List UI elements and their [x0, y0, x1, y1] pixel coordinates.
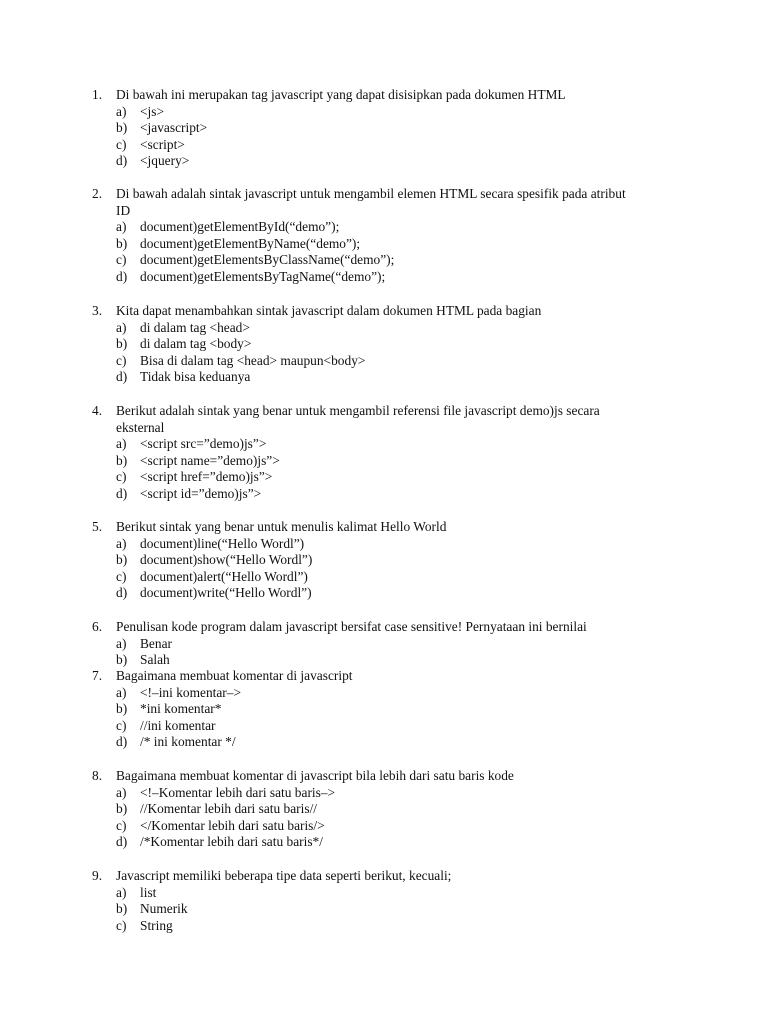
option-text: <jquery>: [140, 153, 190, 169]
option-text: <js>: [140, 103, 165, 119]
option-text: document)getElementsByTagName(“demo”);: [140, 269, 386, 284]
option-text: document)show(“Hello Wordl”): [140, 552, 313, 568]
question-number: 5.: [92, 519, 103, 534]
option-text: document)alert(“Hello Wordl”): [140, 568, 308, 584]
option-text: di dalam tag <head>: [140, 319, 250, 335]
question-number: 9.: [92, 868, 103, 883]
question-number: 2.: [92, 186, 103, 201]
option-label: b): [116, 901, 128, 917]
option-text: Salah: [140, 652, 170, 668]
option-label: d): [116, 834, 128, 850]
question-text: Javascript memiliki beberapa tipe data seperti berikut, kecuali;: [116, 868, 452, 883]
question-number: 8.: [92, 768, 103, 783]
question-number: 4.: [92, 403, 103, 418]
option-text: Bisa di dalam tag <head> maupun<body>: [140, 352, 366, 368]
question-text: Berikut adalah sintak yang benar untuk mengambil referensi file javascript demo)js secara: [116, 403, 600, 418]
option-text: document)getElementsByClassName(“demo”);: [140, 252, 395, 268]
option-label: c): [116, 568, 127, 584]
question-text: eksternal: [116, 419, 165, 435]
option-label: c): [116, 917, 127, 933]
option-text: //Komentar lebih dari satu baris//: [140, 801, 318, 817]
option-label: d): [116, 369, 128, 385]
option-label: c): [116, 469, 127, 485]
option-label: a): [116, 535, 127, 551]
option-label: b): [116, 801, 128, 817]
option-text: String: [140, 917, 173, 933]
option-text: <script src=”demo)js”>: [140, 436, 267, 452]
question-text: Bagaimana membuat komentar di javascript: [116, 668, 353, 683]
option-label: c): [116, 252, 127, 268]
option-text: <javascript>: [140, 120, 208, 136]
option-text: Benar: [140, 635, 172, 651]
option-label: c): [116, 717, 127, 733]
option-text: list: [140, 884, 157, 900]
question-number: 6.: [92, 619, 103, 634]
option-label: c): [116, 136, 127, 152]
option-label: a): [116, 103, 127, 119]
option-label: c): [116, 817, 127, 833]
question-number: 7.: [92, 668, 103, 683]
option-text: document)line(“Hello Wordl”): [140, 535, 305, 551]
option-text: *ini komentar*: [140, 701, 222, 717]
option-label: d): [116, 153, 128, 169]
option-text: //ini komentar: [140, 717, 216, 733]
option-label: a): [116, 319, 127, 335]
option-label: b): [116, 120, 128, 136]
question-text: Berikut sintak yang benar untuk menulis kalimat Hello World: [116, 519, 447, 534]
option-text: /* ini komentar */: [140, 734, 236, 750]
option-label: a): [116, 219, 127, 235]
option-label: a): [116, 684, 127, 700]
option-label: b): [116, 701, 128, 717]
option-label: d): [116, 585, 128, 601]
option-label: b): [116, 452, 128, 468]
option-text: <script id=”demo)js”>: [140, 486, 262, 501]
option-text: /*Komentar lebih dari satu baris*/: [140, 834, 323, 850]
option-label: b): [116, 652, 128, 668]
option-text: document)write(“Hello Wordl”): [140, 585, 312, 601]
option-label: a): [116, 635, 127, 651]
option-text: <!–Komentar lebih dari satu baris–>: [140, 784, 336, 800]
option-label: a): [116, 884, 127, 900]
option-label: b): [116, 336, 128, 352]
option-label: c): [116, 352, 127, 368]
option-text: <script href=”demo)js”>: [140, 469, 273, 485]
option-text: Numerik: [140, 901, 188, 917]
question-text: ID: [116, 202, 131, 218]
question-text: Bagaimana membuat komentar di javascript bila lebih dari satu baris kode: [116, 768, 514, 783]
option-label: b): [116, 235, 128, 251]
option-text: <script>: [140, 136, 185, 152]
question-text: Di bawah ini merupakan tag javascript yang dapat disisipkan pada dokumen HTML: [116, 87, 566, 102]
option-text: document)getElementByName(“demo”);: [140, 235, 361, 251]
option-label: a): [116, 436, 127, 452]
option-text: <script name=”demo)js”>: [140, 452, 280, 468]
option-label: d): [116, 734, 128, 750]
question-text: Kita dapat menambahkan sintak javascript dalam dokumen HTML pada bagian: [116, 303, 542, 318]
question-number: 1.: [92, 87, 103, 102]
option-label: b): [116, 552, 128, 568]
option-text: <!–ini komentar–>: [140, 684, 242, 700]
option-label: a): [116, 784, 127, 800]
question-text: Penulisan kode program dalam javascript bersifat case sensitive! Pernyataan ini bernilai: [116, 619, 587, 634]
option-label: d): [116, 269, 128, 284]
option-label: d): [116, 486, 128, 501]
option-text: </Komentar lebih dari satu baris/>: [140, 817, 325, 833]
question-number: 3.: [92, 303, 103, 318]
question-text: Di bawah adalah sintak javascript untuk mengambil elemen HTML secara spesifik pada atribut: [116, 186, 626, 201]
option-text: Tidak bisa keduanya: [140, 369, 251, 385]
option-text: document)getElementById(“demo”);: [140, 219, 340, 235]
option-text: di dalam tag <body>: [140, 336, 252, 352]
